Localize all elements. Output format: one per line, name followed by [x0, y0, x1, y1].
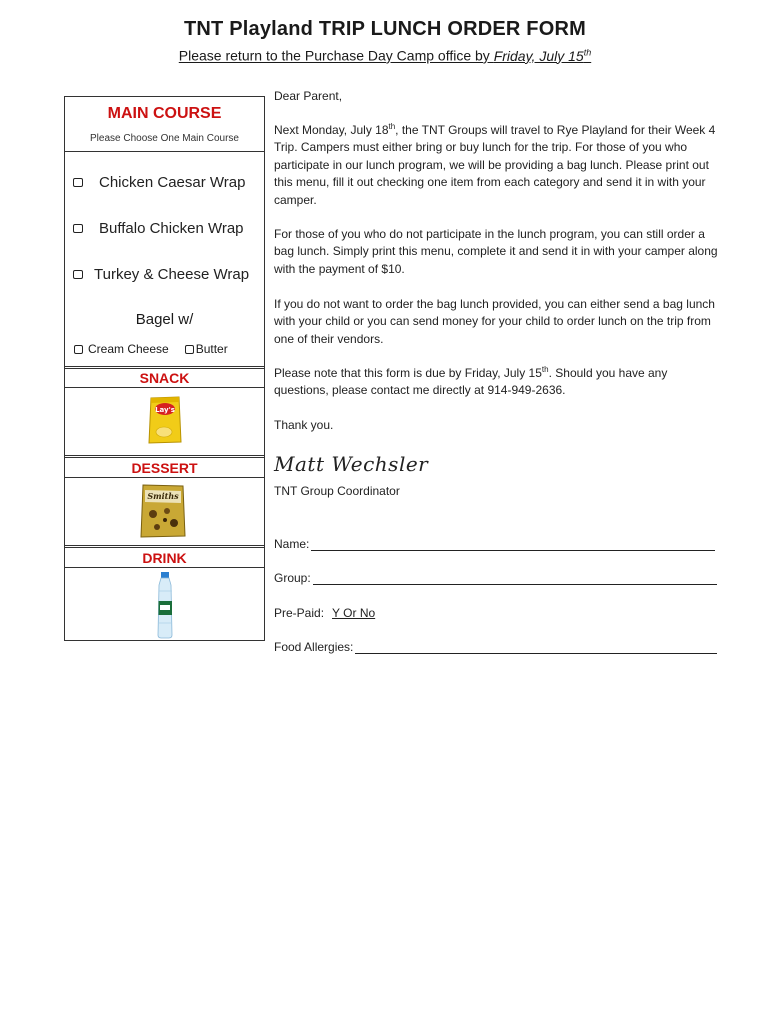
divider	[65, 455, 264, 458]
svg-text:Lay's: Lay's	[155, 406, 175, 414]
divider	[65, 477, 264, 478]
option-buffalo-chicken-wrap[interactable]: Buffalo Chicken Wrap	[73, 220, 244, 237]
greeting: Dear Parent,	[274, 89, 343, 103]
cream-cheese-label: Cream Cheese	[88, 342, 169, 356]
potato-chips-bag-icon	[148, 394, 182, 446]
prepaid-field[interactable]: Pre-Paid: Y Or No	[274, 606, 376, 620]
paragraph-3: If you do not want to order the bag lunch provided, you can either send a bag lunch with your child or you can send money for your child to order lunch on the trip from one of their vendors.	[274, 297, 715, 346]
prepaid-options[interactable]: Y Or No	[332, 606, 376, 620]
food-allergies-field[interactable]: Food Allergies:	[274, 640, 717, 654]
closing: Thank you.	[274, 418, 334, 432]
butter-label: Butter	[195, 342, 228, 356]
checkbox[interactable]	[73, 224, 83, 233]
dessert-heading: DESSERT	[131, 460, 198, 476]
option-chicken-caesar-wrap[interactable]: Chicken Caesar Wrap	[73, 174, 245, 191]
allergies-input-line[interactable]	[355, 641, 717, 654]
checkbox[interactable]	[73, 270, 83, 279]
bagel-label: Bagel w/	[135, 311, 194, 328]
divider	[65, 545, 264, 548]
bagel-options	[74, 342, 228, 356]
main-course-heading: MAIN COURSE	[107, 105, 222, 122]
divider	[65, 567, 264, 568]
signature: Matt Wechsler	[274, 452, 429, 476]
paragraph-2: For those of you who do not participate in the lunch program, you can still order a bag lunch. Simply print this menu, complete it and send it in with your camper along with the payment of $10.	[274, 227, 718, 276]
paragraph-4: Please note that this form is due by Friday, July 15th. Should you have any questions, please contact me directly at 914-949-2636.	[274, 365, 668, 398]
group-input-line[interactable]	[313, 572, 717, 585]
cookie-bag-icon	[139, 482, 187, 540]
form-title: TNT Playland TRIP LUNCH ORDER FORM	[183, 18, 586, 40]
option-turkey-cheese-wrap[interactable]: Turkey & Cheese Wrap	[73, 266, 249, 283]
drink-heading: DRINK	[142, 550, 187, 566]
water-bottle-icon	[153, 571, 177, 639]
name-input-line[interactable]	[311, 538, 715, 551]
divider	[65, 151, 264, 152]
signer-title: TNT Group Coordinator	[274, 484, 400, 498]
divider	[65, 366, 264, 369]
cream-cheese-checkbox[interactable]	[74, 345, 83, 354]
paragraph-1: Next Monday, July 18th, the TNT Groups will travel to Rye Playland for their Week 4 Trip. Campers must either bring or buy lunch for the trip. For those of you who participate in our lunch program, we will be providing a bag lunch. Please print out this menu, fill it out checking one item from each category and send it in with your camper.	[274, 122, 716, 207]
group-field[interactable]: Group:	[274, 571, 717, 585]
snack-heading: SNACK	[139, 370, 190, 386]
name-field[interactable]: Name:	[274, 537, 715, 551]
checkbox[interactable]	[73, 178, 83, 187]
form-subtitle: Please return to the Purchase Day Camp office by Friday, July 15th	[178, 47, 592, 64]
lunch-menu-box	[64, 96, 265, 641]
divider	[65, 387, 264, 388]
svg-text:Smiths: Smiths	[147, 491, 179, 501]
main-course-instruction: Please Choose One Main Course	[90, 133, 239, 144]
butter-checkbox[interactable]	[185, 345, 194, 354]
